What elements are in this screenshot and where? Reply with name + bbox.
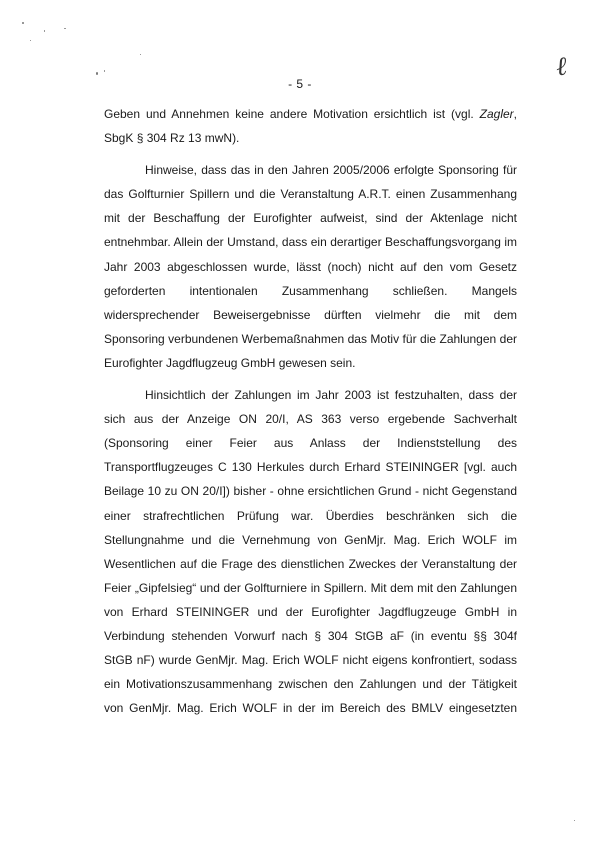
text-line: Beilage 10 zu ON 20/I]) bisher - ohne ersichtlichen Grund - nicht Gegenstand <box>104 484 517 499</box>
text-line: widersprechender Beweisergebnisse dürften vielmehr die mit dem <box>104 307 517 322</box>
text-line: Hinweise, dass das in den Jahren 2005/2006 erfolgte Sponsoring für <box>145 163 517 178</box>
text-line: Sponsoring verbundenen Werbemaßnahmen das Motiv für die Zahlungen der <box>104 331 517 346</box>
text-line: von Erhard STEININGER und der Eurofighter Jagdflugzeuge GmbH in <box>104 604 517 619</box>
text-line: sich aus der Anzeige ON 20/I, AS 363 verso ergebende Sachverhalt <box>104 412 517 427</box>
handwritten-mark: ℓ <box>554 51 569 83</box>
text-line: (Sponsoring einer Feier aus Anlass der Indienststellung des <box>104 436 517 451</box>
paragraph <box>104 158 517 375</box>
text-line: ein Motivationszusammenhang zwischen den Zahlungen und der Tätigkeit <box>104 677 517 692</box>
document-body <box>104 102 517 720</box>
text-line: Stellungnahme und die Vernehmung von GenMjr. Mag. Erich WOLF im <box>104 532 517 547</box>
paragraph <box>104 102 517 150</box>
text-line: Wesentlichen auf die Frage des dienstlichen Zweckes der Veranstaltung der <box>104 556 517 571</box>
text-line: Transportflugzeuges C 130 Herkules durch Erhard STEININGER [vgl. auch <box>104 460 517 475</box>
text-line: geforderten intentionalen Zusammenhang schließen. Mangels <box>104 283 517 298</box>
text-line: mit der Beschaffung der Eurofighter aufweist, sind der Aktenlage nicht <box>104 211 517 226</box>
text-line: Jahr 2003 abgeschlossen wurde, lässt (noch) nicht auf den vom Gesetz <box>104 259 517 274</box>
text-line: das Golfturnier Spillern und die Veranstaltung A.R.T. einen Zusammenhang <box>104 187 517 202</box>
paragraph <box>104 383 517 720</box>
text-line: Hinsichtlich der Zahlungen im Jahr 2003 ist festzuhalten, dass der <box>145 388 517 403</box>
text-line: einer strafrechtlichen Prüfung war. Überdies beschränken sich die <box>104 508 517 523</box>
citation-author: Zagler <box>479 107 514 121</box>
text-line: Verbindung stehenden Vorwurf nach § 304 StGB aF (in eventu §§ 304f <box>104 628 517 643</box>
text-line: von GenMjr. Mag. Erich WOLF in der im Bereich des BMLV eingesetzten <box>104 701 517 716</box>
text-line: Eurofighter Jagdflugzeug GmbH gewesen sein. <box>104 355 356 370</box>
text-line: Feier „Gipfelsieg“ und der Golfturniere in Spillern. Mit dem mit den Zahlungen <box>104 580 517 595</box>
text-line: SbgK § 304 Rz 13 mwN). <box>104 131 240 146</box>
text-line: Geben und Annehmen keine andere Motivation ersichtlich ist (vgl. Zagler, <box>104 107 517 121</box>
page-number: - 5 - <box>288 77 312 91</box>
text-line: StGB nF) wurde GenMjr. Mag. Erich WOLF nicht eigens konfrontiert, sodass <box>104 653 517 668</box>
text-line: entnehmbar. Allein der Umstand, dass ein derartiger Beschaffungsvorgang im <box>104 235 517 250</box>
